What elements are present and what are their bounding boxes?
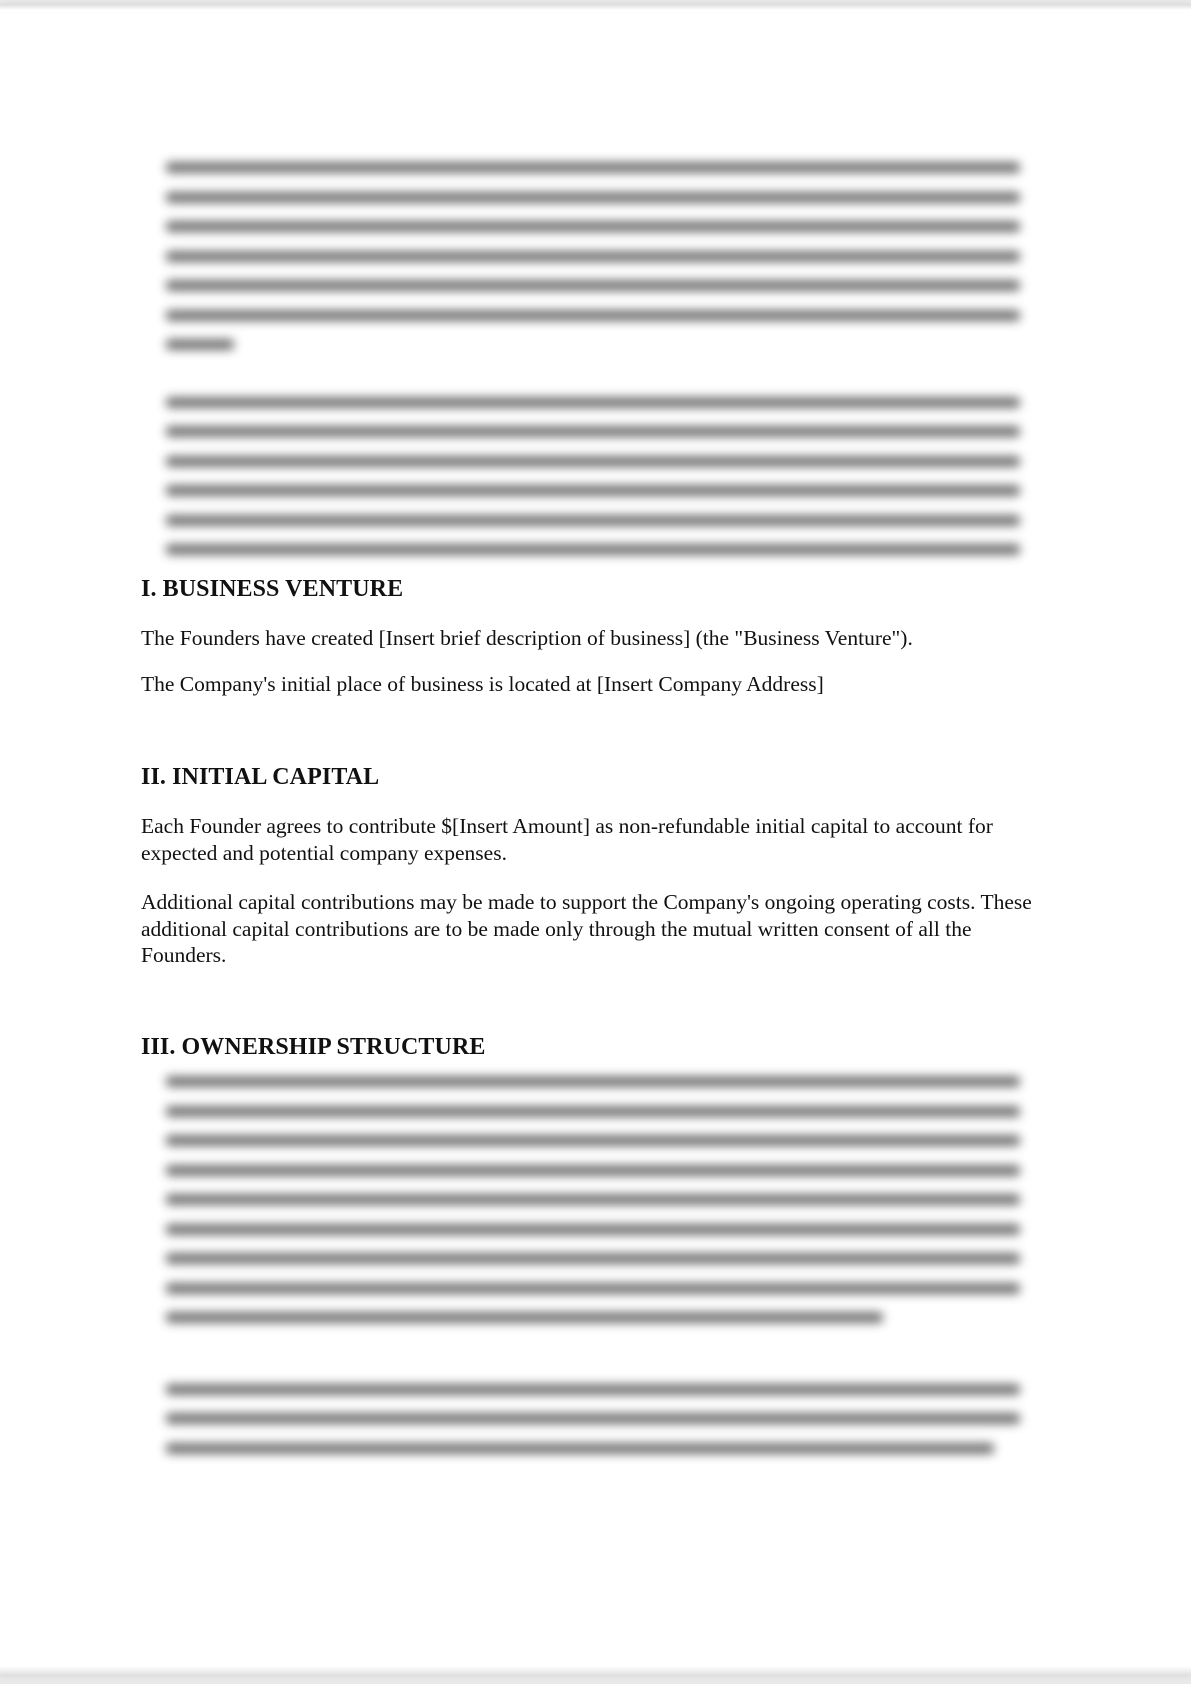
section-paragraph: The Founders have created [Insert brief description of business] (the "Business Venture"). [141, 626, 913, 650]
blurred-line [166, 1312, 883, 1323]
blurred-line [166, 339, 234, 350]
blurred-line [166, 1165, 1020, 1176]
blurred-line [166, 280, 1020, 291]
section-heading-business-venture: I. BUSINESS VENTURE [141, 576, 404, 602]
page-top-edge [0, 4, 1191, 10]
blurred-line [166, 192, 1020, 203]
blurred-line [166, 1194, 1020, 1205]
blurred-line [166, 1076, 1020, 1087]
section-paragraph: Additional capital contributions may be made to support the Company's ongoing operating costs. These additional capital contributions are to be made only through the mutual written consent of all the Founders. [141, 890, 1032, 967]
page-bottom-edge [0, 1666, 1191, 1676]
blurred-line [166, 515, 1020, 526]
blurred-line [166, 397, 1020, 408]
blurred-line [166, 485, 1020, 496]
blurred-line [166, 1224, 1020, 1235]
blurred-line [166, 310, 1020, 321]
blurred-line [166, 456, 1020, 467]
blurred-line [166, 1443, 994, 1454]
document-page [0, 4, 1191, 1676]
blurred-line [166, 426, 1020, 437]
blurred-line [166, 1106, 1020, 1117]
blurred-line [166, 1413, 1020, 1424]
blurred-preview-top [166, 162, 1020, 566]
section-paragraph: The Company's initial place of business is located at [Insert Company Address] [141, 672, 824, 696]
blurred-preview-bottom [166, 1076, 1020, 1486]
blurred-line [166, 1253, 1020, 1264]
blurred-line [166, 544, 1020, 555]
section-heading-initial-capital: II. INITIAL CAPITAL [141, 764, 380, 790]
blurred-line [166, 251, 1020, 262]
blurred-line [166, 162, 1020, 173]
blurred-line [166, 1135, 1020, 1146]
section-paragraph: Each Founder agrees to contribute $[Insert Amount] as non-refundable initial capital to account for expected and potential company expenses. [141, 814, 993, 865]
blurred-line [166, 1384, 1020, 1395]
blurred-line [166, 221, 1020, 232]
blurred-line [166, 1283, 1020, 1294]
section-heading-ownership-structure: III. OWNERSHIP STRUCTURE [141, 1034, 486, 1060]
